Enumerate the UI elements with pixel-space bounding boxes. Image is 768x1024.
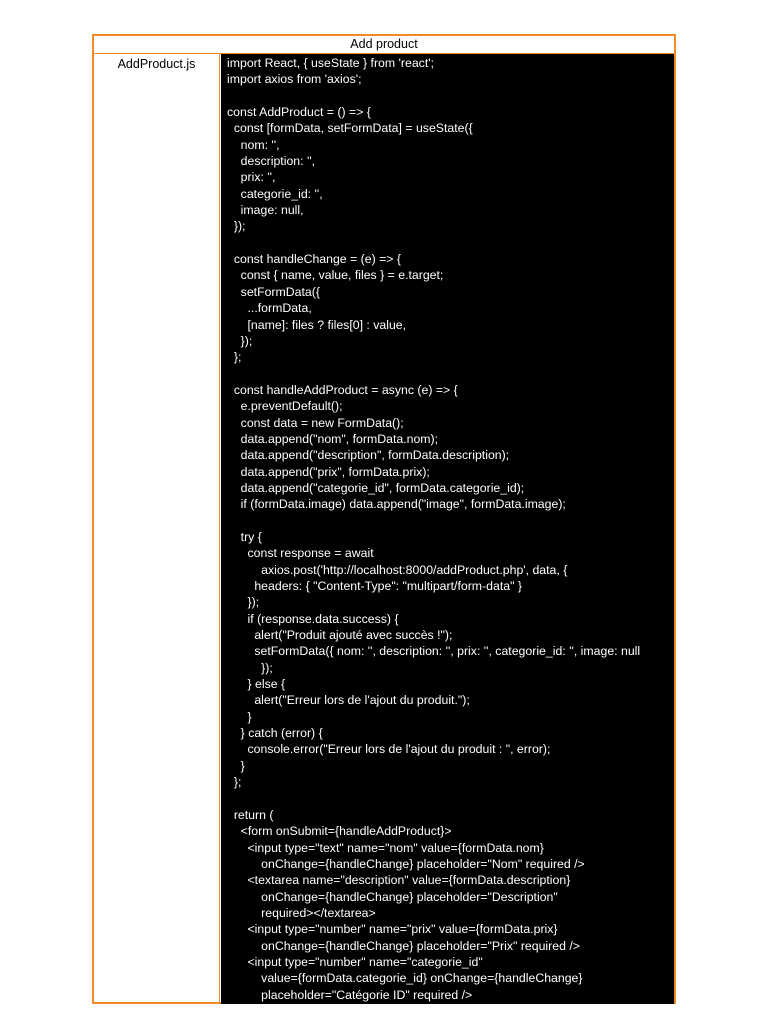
- document-table: [92, 34, 676, 1004]
- table-title: Add product: [94, 36, 674, 54]
- file-name-label: AddProduct.js: [117, 57, 196, 71]
- code-content: import React, { useState } from 'react'; import axios from 'axios'; const AddProduct = () => { const [formData, setFormData] = useState({ nom: '', description: '', prix: '', categorie_id: '', image: null, }); const handleChange = (e) => { const { name, value, files } = e.target; setFormData({ ...formData, [name]: files ? files[0] : value, }); }; const handleAddProduct = async (e) => { e.preventDefault(); const data = new FormData(); data.append("nom", formData.nom); data.append("description", formData.description); data.append("prix", formData.prix); data.append("categorie_id", formData.categorie_id); if (formData.image) data.append("image", formData.image); try { const response = await axios.post('http://localhost:8000/addProduct.php', data, { headers: { "Content-Type": "multipart/form-data" } }); if (response.data.success) { alert("Produit ajouté avec succès !"); setFormData({ nom: '', description: '', prix: '', categorie_id: '', image: null }); } else { alert("Erreur lors de l'ajout du produit."); } } catch (error) { console.error("Erreur lors de l'ajout du produit : ", error); } }; return ( <form onSubmit={handleAddProduct}> <input type="text" name="nom" value={formData.nom} onChange={handleChange} placeholder="Nom" required /> <textarea name="description" value={formData.description} onChange={handleChange} placeholder="Description" required></textarea> <input type="number" name="prix" value={formData.prix} onChange={handleChange} placeholder="Prix" required /> <input type="number" name="categorie_id" value={formData.categorie_id} onChange={handleChange} placeholder="Catégorie ID" required />: [227, 56, 641, 1002]
- file-name-cell: [94, 54, 220, 1004]
- code-block: [221, 54, 674, 1004]
